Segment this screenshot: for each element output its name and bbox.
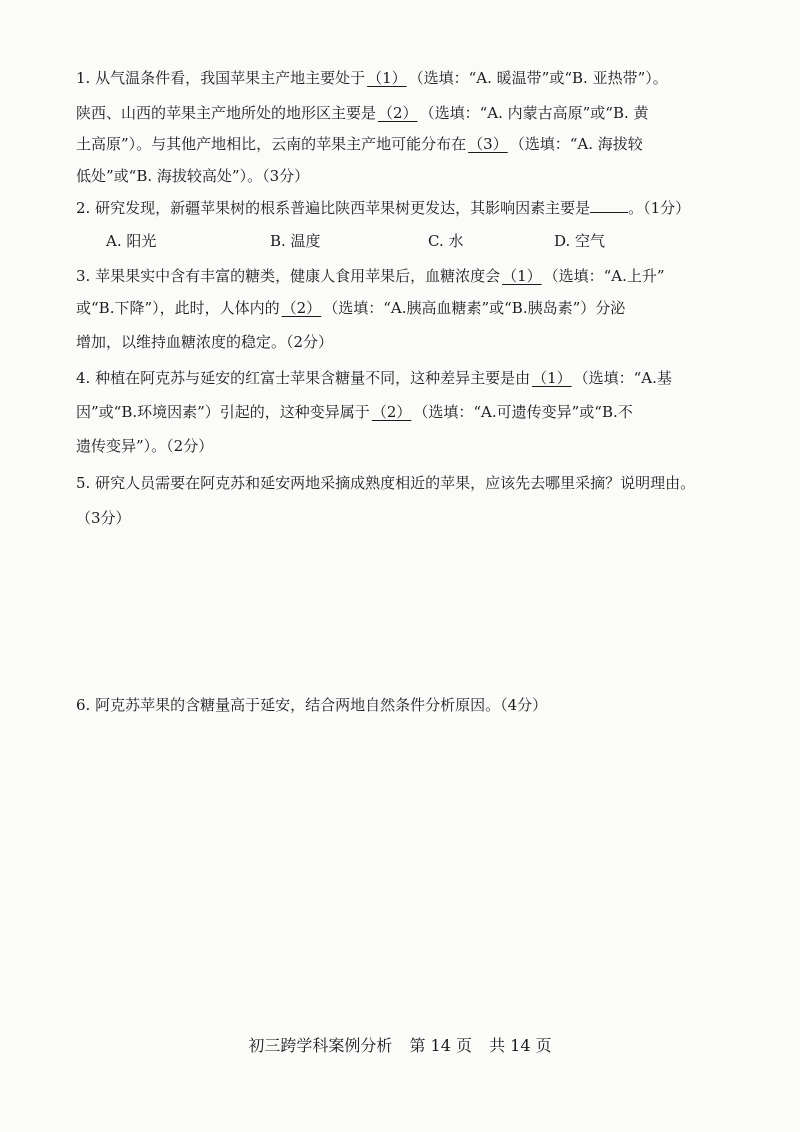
q1-text: 陕西、山西的苹果主产地所处的地形区主要是 — [76, 104, 377, 122]
q2-option-d[interactable]: D. 空气 — [554, 232, 606, 250]
q5-answer-area[interactable] — [76, 540, 766, 680]
q1-text: （选填：“A. 内蒙古高原”或“B. 黄 — [419, 104, 649, 122]
q3-text: 3. 苹果果实中含有丰富的糖类，健康人食用苹果后，血糖浓度会 — [76, 267, 501, 285]
q3-text: （选填：“A.胰高血糖素”或“B.胰岛素”）分泌 — [323, 299, 626, 317]
q1-blank-2[interactable]: （2） — [378, 104, 418, 122]
q5-text: 5. 研究人员需要在阿克苏和延安两地采摘成熟度相近的苹果，应该先去哪里采摘？说明理由。 — [76, 474, 696, 492]
q1-line-1 — [76, 68, 668, 88]
q1-blank-1[interactable]: （1） — [367, 69, 407, 87]
q1-text: （选填：“A. 暖温带”或“B. 亚热带”）。 — [408, 69, 668, 87]
q6-text: 6. 阿克苏苹果的含糖量高于延安，结合两地自然条件分析原因。（4分） — [76, 696, 548, 714]
q1-line-3 — [76, 134, 643, 154]
q3-line-3 — [76, 332, 333, 352]
footer-subject: 初三跨学科案例分析 — [248, 1036, 393, 1055]
q5-line-2 — [76, 508, 131, 528]
q2-blank[interactable] — [590, 198, 628, 213]
q4-text: 4. 种植在阿克苏与延安的红富士苹果含糖量不同，这种差异主要是由 — [76, 369, 531, 387]
q3-text: （选填：“A.上升” — [543, 267, 665, 285]
q6-line-1 — [76, 695, 547, 715]
q5-line-1 — [76, 473, 695, 493]
q2-option-b[interactable]: B. 温度 — [270, 232, 321, 250]
q4-text: 因”或“B.环境因素”）引起的，这种变异属于 — [76, 403, 370, 421]
q1-text: 1. 从气温条件看，我国苹果主产地主要处于 — [76, 69, 366, 87]
q1-text: 土高原”）。与其他产地相比，云南的苹果主产地可能分布在 — [76, 135, 467, 153]
footer-page-number: 第 14 页 — [409, 1036, 472, 1055]
q1-blank-3[interactable]: （3） — [468, 135, 508, 153]
q4-line-3 — [76, 436, 213, 456]
q5-text: （3分） — [76, 509, 131, 527]
q3-line-2 — [76, 298, 625, 318]
q2-option-a[interactable]: A. 阳光 — [106, 232, 157, 250]
q4-text: （选填：“A.可遗传变异”或“B.不 — [413, 403, 633, 421]
q4-line-2 — [76, 402, 633, 422]
q4-text: （选填：“A.基 — [573, 369, 672, 387]
q3-blank-2[interactable]: （2） — [281, 299, 322, 317]
q2-stem — [76, 198, 690, 218]
q2-option-c[interactable]: C. 水 — [428, 232, 464, 250]
page-footer — [0, 1033, 800, 1056]
footer-total-pages: 共 14 页 — [489, 1036, 552, 1055]
q3-text: 增加，以维持血糖浓度的稳定。（2分） — [76, 333, 334, 351]
q3-blank-1[interactable]: （1） — [502, 267, 542, 285]
q4-line-1 — [76, 368, 672, 388]
q1-line-2 — [76, 103, 649, 123]
q2-text: 。（1分） — [628, 199, 691, 217]
q4-blank-1[interactable]: （1） — [532, 369, 572, 387]
q4-text: 遗传变异”）。（2分） — [76, 437, 214, 455]
q1-text: （选填：“A. 海拔较 — [509, 135, 643, 153]
q1-line-4 — [76, 166, 309, 186]
q3-text: 或“B.下降”），此时，人体内的 — [76, 299, 280, 317]
q1-text: 低处”或“B. 海拔较高处”）。（3分） — [76, 167, 310, 185]
q2-text: 2. 研究发现，新疆苹果树的根系普遍比陕西苹果树更发达，其影响因素主要是 — [76, 199, 591, 217]
q6-answer-area[interactable] — [76, 730, 766, 1010]
q4-blank-2[interactable]: （2） — [371, 403, 412, 421]
q3-line-1 — [76, 266, 665, 286]
